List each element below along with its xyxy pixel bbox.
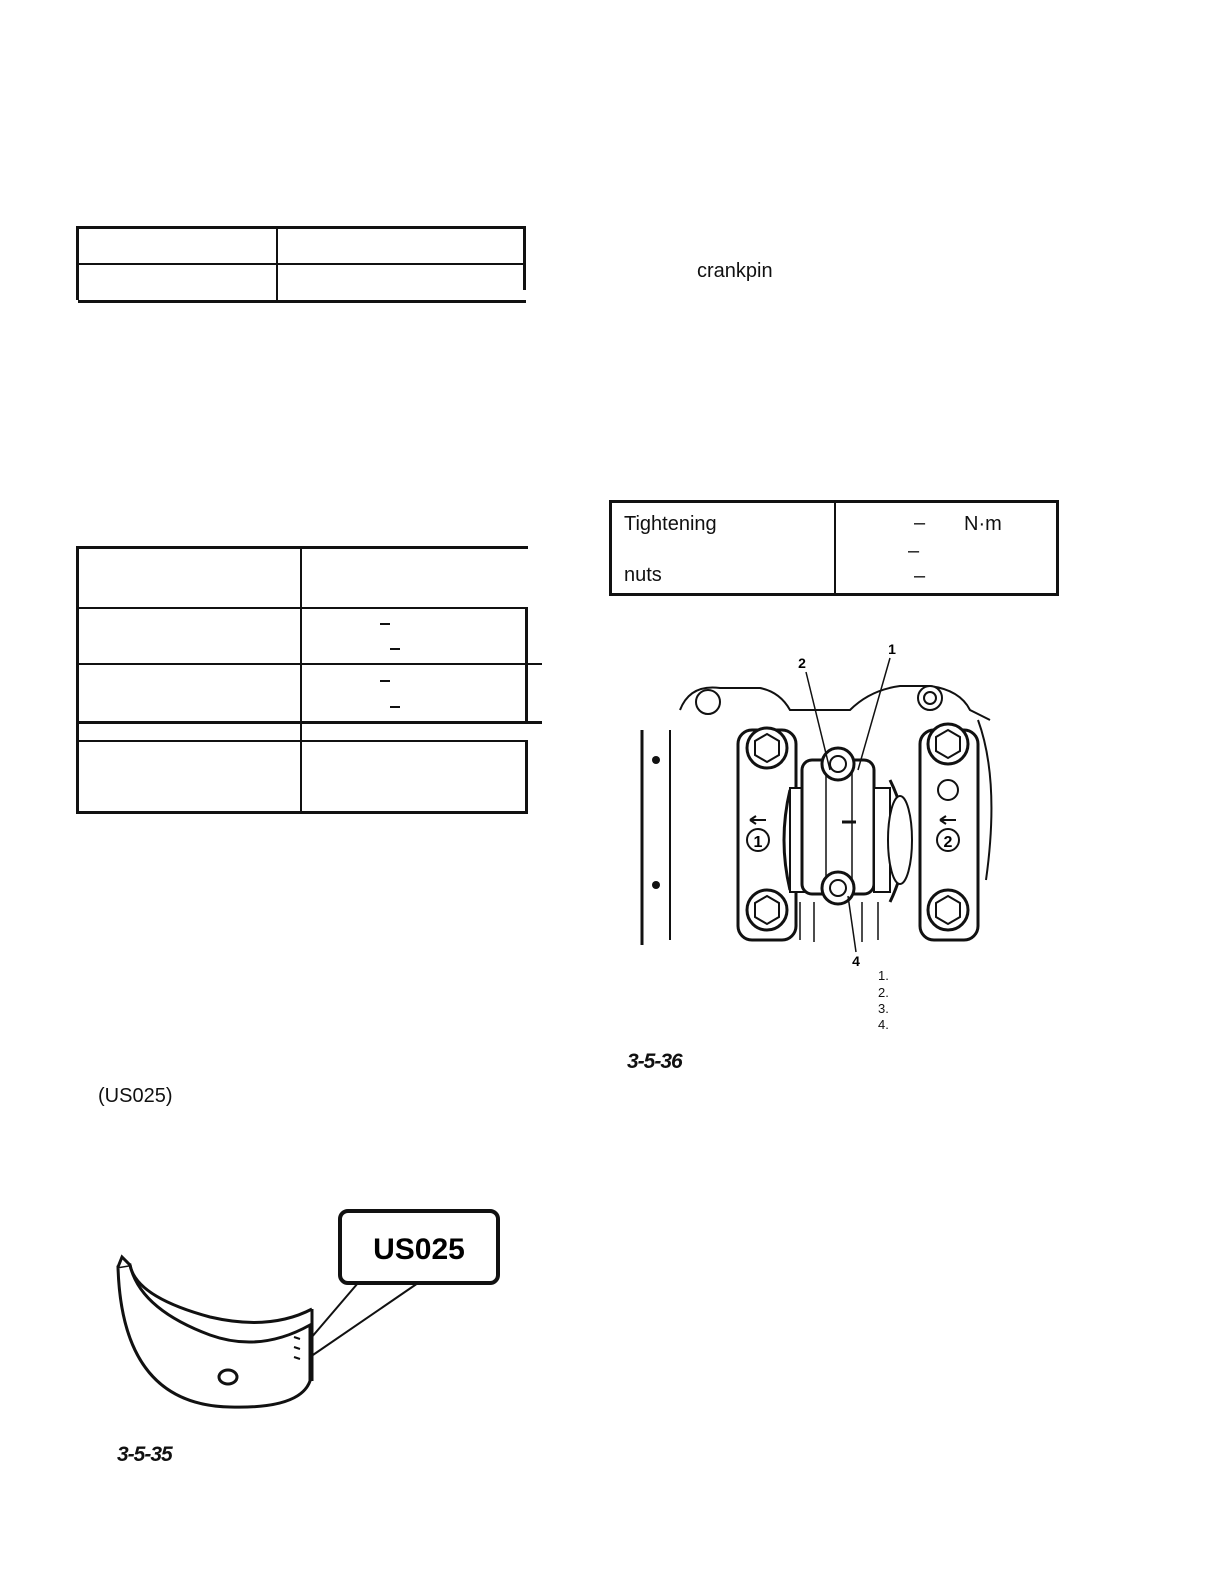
torque-dash-1: – — [914, 512, 926, 534]
stamp-callout-label: US025 — [373, 1233, 465, 1266]
crankpin-word: crankpin — [697, 260, 773, 282]
bearing-code-text: (US025) — [98, 1085, 173, 1107]
legend-item-1: 1. — [878, 968, 889, 983]
legend-item-2: 2. — [878, 985, 889, 1000]
torque-label-line1: Tightening — [624, 513, 717, 535]
legend-item-3: 3. — [878, 1001, 889, 1016]
conrod-cap-figure — [630, 640, 1010, 970]
plate-number-1: 1 — [753, 834, 763, 851]
torque-dash-2: – — [908, 540, 920, 562]
torque-dash-3: – — [914, 565, 926, 587]
figure-caption-36: 3-5-36 — [627, 1050, 682, 1073]
callout-2: 2 — [798, 655, 806, 671]
plate-number-2: 2 — [943, 834, 953, 851]
figure-caption-35: 3-5-35 — [117, 1443, 172, 1466]
callout-4: 4 — [852, 953, 860, 969]
bearing-shell-figure — [100, 1205, 520, 1425]
legend-item-4: 4. — [878, 1017, 889, 1032]
torque-unit: N·m — [964, 513, 1002, 535]
callout-1: 1 — [888, 641, 896, 657]
torque-label-line2: nuts — [624, 564, 662, 586]
